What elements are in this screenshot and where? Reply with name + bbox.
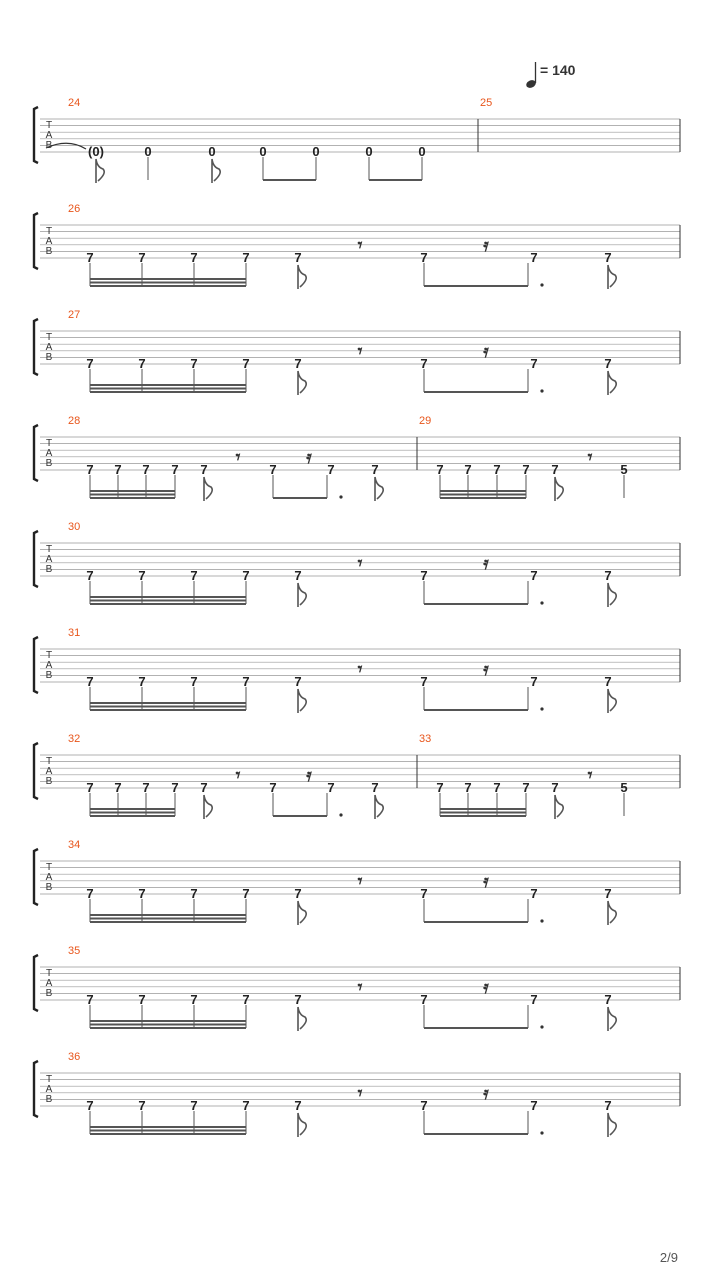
fret-number: 7 xyxy=(138,568,146,583)
dotted-note-dot xyxy=(540,919,543,922)
fret-number: 7 xyxy=(171,462,179,477)
measure-28 xyxy=(86,447,383,501)
note-flag xyxy=(608,1007,616,1031)
eighth-rest: 𝄾 xyxy=(357,341,363,362)
tab-clef-letter: B xyxy=(45,1094,53,1105)
measure-number: 31 xyxy=(68,627,81,639)
tab-clef-letter: A xyxy=(45,978,53,989)
eighth-rest: 𝄾 xyxy=(587,447,593,468)
fret-number: 7 xyxy=(464,462,472,477)
dotted-note-dot xyxy=(540,707,543,710)
tab-clef-letter: B xyxy=(45,458,53,469)
fret-number: 0 xyxy=(365,144,373,159)
fret-number: 7 xyxy=(420,250,428,265)
note-flag xyxy=(298,689,306,713)
fret-number: 7 xyxy=(436,462,444,477)
fret-number: 7 xyxy=(86,462,94,477)
fret-number: 7 xyxy=(371,462,379,477)
measure-33 xyxy=(436,765,627,819)
sixteenth-rest: 𝄿 xyxy=(483,977,489,998)
fret-number: 7 xyxy=(420,674,428,689)
eighth-rest: 𝄾 xyxy=(357,553,363,574)
measure-number: 34 xyxy=(68,839,81,851)
fret-number: 7 xyxy=(138,886,146,901)
fret-number: 7 xyxy=(327,462,335,477)
tab-clef-letter: T xyxy=(45,650,53,661)
eighth-rest: 𝄾 xyxy=(357,659,363,680)
tab-system-8 xyxy=(34,839,680,925)
fret-number: 7 xyxy=(294,568,302,583)
system-bracket xyxy=(34,319,38,375)
sixteenth-rest: 𝄿 xyxy=(483,341,489,362)
tab-clef-letter: B xyxy=(45,564,53,575)
sixteenth-rest: 𝄿 xyxy=(483,553,489,574)
fret-number: 7 xyxy=(142,780,150,795)
tab-clef-letter: A xyxy=(45,130,53,141)
sixteenth-rest: 𝄿 xyxy=(306,765,312,786)
fret-number: 7 xyxy=(420,886,428,901)
fret-number: 7 xyxy=(86,886,94,901)
note-flag xyxy=(298,583,306,607)
fret-number: 0 xyxy=(418,144,426,159)
fret-number: 7 xyxy=(294,1098,302,1113)
fret-number: 7 xyxy=(604,886,612,901)
tab-clef-letter: B xyxy=(45,352,53,363)
measure-34 xyxy=(86,871,616,925)
tab-clef-letter: B xyxy=(45,140,53,151)
fret-number: 7 xyxy=(200,462,208,477)
fret-number: 7 xyxy=(190,674,198,689)
tab-system-10 xyxy=(34,1051,680,1137)
dotted-note-dot xyxy=(339,495,342,498)
note-flag xyxy=(298,265,306,289)
fret-number: 0 xyxy=(259,144,267,159)
fret-number: 7 xyxy=(86,250,94,265)
dotted-note-dot xyxy=(540,1131,543,1134)
fret-number: 7 xyxy=(200,780,208,795)
fret-number: 7 xyxy=(190,568,198,583)
sixteenth-rest: 𝄿 xyxy=(483,235,489,256)
tab-clef-letter: T xyxy=(45,332,53,343)
eighth-rest: 𝄾 xyxy=(235,765,241,786)
fret-number: 7 xyxy=(138,992,146,1007)
fret-number: 7 xyxy=(530,886,538,901)
system-bracket xyxy=(34,637,38,693)
note-flag xyxy=(204,795,212,819)
fret-number: 7 xyxy=(294,674,302,689)
fret-number: 7 xyxy=(138,674,146,689)
measure-number: 33 xyxy=(419,733,432,745)
fret-number: 7 xyxy=(604,992,612,1007)
measure-31 xyxy=(86,659,616,713)
fret-number: 7 xyxy=(420,992,428,1007)
fret-number: 7 xyxy=(530,1098,538,1113)
tab-system-9 xyxy=(34,945,680,1031)
fret-number: 7 xyxy=(530,674,538,689)
note-flag xyxy=(608,583,616,607)
fret-number: 7 xyxy=(294,886,302,901)
tab-system-5 xyxy=(34,521,680,607)
tab-clef-letter: A xyxy=(45,554,53,565)
measure-number: 36 xyxy=(68,1051,81,1063)
fret-number: 7 xyxy=(436,780,444,795)
tab-system-2 xyxy=(34,203,680,289)
dotted-note-dot xyxy=(339,813,342,816)
tab-clef-letter: B xyxy=(45,776,53,787)
tab-clef-letter: T xyxy=(45,120,53,131)
measure-35 xyxy=(86,977,616,1031)
fret-number: 7 xyxy=(86,356,94,371)
tab-clef-letter: A xyxy=(45,766,53,777)
system-bracket xyxy=(34,213,38,269)
eighth-rest: 𝄾 xyxy=(357,977,363,998)
fret-number: 0 xyxy=(312,144,320,159)
system-bracket xyxy=(34,425,38,481)
note-flag xyxy=(608,265,616,289)
note-flag xyxy=(298,1113,306,1137)
system-bracket xyxy=(34,849,38,905)
sixteenth-rest: 𝄿 xyxy=(306,447,312,468)
sixteenth-rest: 𝄿 xyxy=(483,659,489,680)
fret-number: 7 xyxy=(242,674,250,689)
dotted-note-dot xyxy=(540,283,543,286)
tab-clef-letter: B xyxy=(45,246,53,257)
note-flag xyxy=(555,795,563,819)
fret-number: 7 xyxy=(142,462,150,477)
tempo-marking xyxy=(525,62,576,89)
fret-number: 7 xyxy=(242,356,250,371)
fret-number: 5 xyxy=(620,462,628,477)
measure-number: 24 xyxy=(68,97,81,109)
fret-number: 7 xyxy=(522,780,530,795)
fret-number: 7 xyxy=(86,674,94,689)
measure-number: 27 xyxy=(68,309,81,321)
system-bracket xyxy=(34,531,38,587)
note-flag xyxy=(204,477,212,501)
tab-clef-letter: B xyxy=(45,882,53,893)
tab-clef-letter: T xyxy=(45,756,53,767)
fret-number: 7 xyxy=(138,356,146,371)
fret-number: 7 xyxy=(294,356,302,371)
fret-number: 7 xyxy=(420,356,428,371)
fret-number: 7 xyxy=(190,1098,198,1113)
dotted-note-dot xyxy=(540,389,543,392)
fret-number: 7 xyxy=(493,780,501,795)
tab-clef-letter: A xyxy=(45,236,53,247)
note-flag xyxy=(298,371,306,395)
measure-number: 30 xyxy=(68,521,81,533)
fret-number: 7 xyxy=(420,568,428,583)
measure-26 xyxy=(86,235,616,289)
fret-number: 7 xyxy=(530,568,538,583)
fret-number: 7 xyxy=(604,568,612,583)
note-flag xyxy=(96,159,104,183)
tab-clef-letter: A xyxy=(45,872,53,883)
note-flag xyxy=(608,689,616,713)
note-flag xyxy=(212,159,220,183)
fret-number: 5 xyxy=(620,780,628,795)
fret-number: 7 xyxy=(294,992,302,1007)
measure-32 xyxy=(86,765,383,819)
measure-number: 32 xyxy=(68,733,81,745)
tab-clef-letter: B xyxy=(45,670,53,681)
fret-number: 7 xyxy=(294,250,302,265)
fret-number: 7 xyxy=(327,780,335,795)
fret-number: 7 xyxy=(242,568,250,583)
system-bracket xyxy=(34,107,38,163)
fret-number: 7 xyxy=(604,1098,612,1113)
note-flag xyxy=(298,1007,306,1031)
fret-number: 7 xyxy=(242,992,250,1007)
note-flag xyxy=(555,477,563,501)
dotted-note-dot xyxy=(540,1025,543,1028)
eighth-rest: 𝄾 xyxy=(357,235,363,256)
tab-system-6 xyxy=(34,627,680,713)
fret-number: 7 xyxy=(420,1098,428,1113)
fret-number: 7 xyxy=(242,886,250,901)
tab-clef-letter: T xyxy=(45,1074,53,1085)
tab-clef-letter: T xyxy=(45,226,53,237)
tab-clef-letter: T xyxy=(45,544,53,555)
sixteenth-rest: 𝄿 xyxy=(483,1083,489,1104)
sixteenth-rest: 𝄿 xyxy=(483,871,489,892)
system-bracket xyxy=(34,955,38,1011)
measure-36 xyxy=(86,1083,616,1137)
fret-number: 7 xyxy=(522,462,530,477)
tempo-value: = 140 xyxy=(540,62,576,78)
fret-number: 7 xyxy=(530,356,538,371)
note-flag xyxy=(375,477,383,501)
fret-number: 7 xyxy=(530,250,538,265)
measure-number: 25 xyxy=(480,97,493,109)
eighth-rest: 𝄾 xyxy=(587,765,593,786)
fret-number: 7 xyxy=(138,1098,146,1113)
tab-system-7 xyxy=(34,733,680,819)
system-bracket xyxy=(34,743,38,799)
fret-number: 7 xyxy=(138,250,146,265)
fret-number: 7 xyxy=(242,1098,250,1113)
fret-number: 7 xyxy=(493,462,501,477)
fret-number: 7 xyxy=(86,568,94,583)
fret-number: 7 xyxy=(171,780,179,795)
measure-number: 35 xyxy=(68,945,81,957)
tab-system-4 xyxy=(34,415,680,501)
tab-clef-letter: B xyxy=(45,988,53,999)
measure-27 xyxy=(86,341,616,395)
page-number: 2/9 xyxy=(659,1250,678,1265)
tab-clef-letter: T xyxy=(45,968,53,979)
note-flag xyxy=(375,795,383,819)
fret-number: 7 xyxy=(530,992,538,1007)
fret-number: 7 xyxy=(86,992,94,1007)
fret-number: 7 xyxy=(190,886,198,901)
fret-number: 7 xyxy=(551,462,559,477)
note-flag xyxy=(608,1113,616,1137)
fret-number: 7 xyxy=(114,780,122,795)
tab-clef-letter: A xyxy=(45,342,53,353)
measure-number: 29 xyxy=(419,415,432,427)
measure-number: 28 xyxy=(68,415,81,427)
fret-number: 0 xyxy=(208,144,216,159)
fret-number: 0 xyxy=(144,144,152,159)
measure-24 xyxy=(46,143,426,183)
measure-30 xyxy=(86,553,616,607)
fret-number: (0) xyxy=(88,144,104,159)
fret-number: 7 xyxy=(242,250,250,265)
fret-number: 7 xyxy=(371,780,379,795)
fret-number: 7 xyxy=(464,780,472,795)
tab-system-1 xyxy=(34,97,680,183)
fret-number: 7 xyxy=(190,992,198,1007)
dotted-note-dot xyxy=(540,601,543,604)
tab-clef-letter: A xyxy=(45,660,53,671)
fret-number: 7 xyxy=(604,250,612,265)
tab-clef-letter: T xyxy=(45,862,53,873)
fret-number: 7 xyxy=(551,780,559,795)
eighth-rest: 𝄾 xyxy=(357,871,363,892)
eighth-rest: 𝄾 xyxy=(357,1083,363,1104)
tab-clef-letter: A xyxy=(45,448,53,459)
fret-number: 7 xyxy=(604,674,612,689)
fret-number: 7 xyxy=(604,356,612,371)
note-flag xyxy=(298,901,306,925)
fret-number: 7 xyxy=(269,780,277,795)
tab-clef-letter: A xyxy=(45,1084,53,1095)
note-flag xyxy=(608,901,616,925)
fret-number: 7 xyxy=(86,1098,94,1113)
fret-number: 7 xyxy=(269,462,277,477)
measure-number: 26 xyxy=(68,203,81,215)
tab-clef-letter: T xyxy=(45,438,53,449)
eighth-rest: 𝄾 xyxy=(235,447,241,468)
measure-29 xyxy=(436,447,627,501)
tab-system-3 xyxy=(34,309,680,395)
fret-number: 7 xyxy=(114,462,122,477)
fret-number: 7 xyxy=(190,250,198,265)
system-bracket xyxy=(34,1061,38,1117)
fret-number: 7 xyxy=(190,356,198,371)
fret-number: 7 xyxy=(86,780,94,795)
note-flag xyxy=(608,371,616,395)
